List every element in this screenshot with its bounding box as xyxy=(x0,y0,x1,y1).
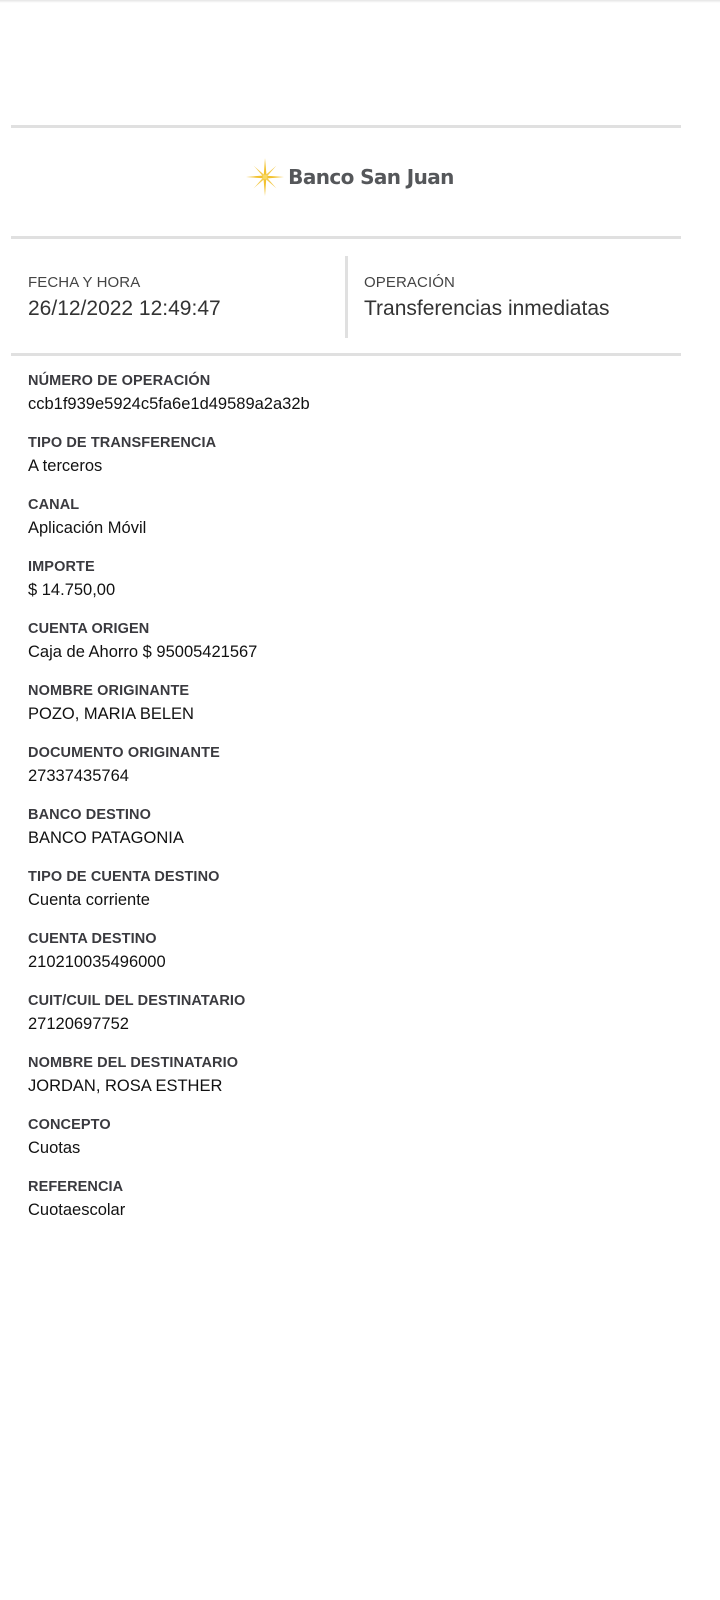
field-value: 210210035496000 xyxy=(28,953,166,971)
field-originator-name xyxy=(28,683,688,745)
field-label: REFERENCIA xyxy=(28,1179,124,1195)
header-bottom-divider xyxy=(11,236,681,239)
top-shadow xyxy=(0,0,720,3)
star-logo-icon xyxy=(246,158,284,196)
field-label: NÚMERO DE OPERACIÓN xyxy=(28,373,211,389)
field-value: Cuenta corriente xyxy=(28,891,150,909)
field-label: NOMBRE ORIGINANTE xyxy=(28,683,190,699)
datetime-section xyxy=(28,256,343,338)
field-label: CUENTA ORIGEN xyxy=(28,621,150,637)
field-destination-bank xyxy=(28,807,688,869)
field-recipient-cuit xyxy=(28,993,688,1055)
field-value: Cuotaescolar xyxy=(28,1201,126,1219)
field-label: CUENTA DESTINO xyxy=(28,931,157,947)
bank-logo xyxy=(0,158,700,196)
field-value: Cuotas xyxy=(28,1139,81,1157)
field-label: TIPO DE TRANSFERENCIA xyxy=(28,435,217,451)
summary-divider xyxy=(345,256,348,338)
summary-block xyxy=(0,256,700,338)
field-label: IMPORTE xyxy=(28,559,95,575)
field-value: 27120697752 xyxy=(28,1015,129,1033)
transfer-details xyxy=(28,373,688,1241)
field-label: DOCUMENTO ORIGINANTE xyxy=(28,745,220,761)
field-source-account xyxy=(28,621,688,683)
field-recipient-name xyxy=(28,1055,688,1117)
field-destination-account xyxy=(28,931,688,993)
operation-label: OPERACIÓN xyxy=(364,274,455,291)
field-transfer-type xyxy=(28,435,688,497)
datetime-label: FECHA Y HORA xyxy=(28,274,141,291)
field-value: ccb1f939e5924c5fa6e1d49589a2a32b xyxy=(28,395,310,413)
field-value: 27337435764 xyxy=(28,767,129,785)
datetime-value: 26/12/2022 12:49:47 xyxy=(28,297,221,320)
field-value: POZO, MARIA BELEN xyxy=(28,705,194,723)
operation-section xyxy=(364,256,694,338)
field-amount xyxy=(28,559,688,621)
field-value: BANCO PATAGONIA xyxy=(28,829,184,847)
field-originator-document xyxy=(28,745,688,807)
field-label: CANAL xyxy=(28,497,80,513)
field-value: $ 14.750,00 xyxy=(28,581,116,599)
summary-bottom-divider xyxy=(11,353,681,356)
header-top-divider xyxy=(11,125,681,128)
field-operation-number xyxy=(28,373,688,435)
field-value: A terceros xyxy=(28,457,103,475)
field-value: JORDAN, ROSA ESTHER xyxy=(28,1077,223,1095)
bank-name: Banco San Juan xyxy=(288,165,454,189)
field-label: NOMBRE DEL DESTINATARIO xyxy=(28,1055,239,1071)
field-label: BANCO DESTINO xyxy=(28,807,151,823)
field-label: CONCEPTO xyxy=(28,1117,111,1133)
field-channel xyxy=(28,497,688,559)
field-value: Caja de Ahorro $ 95005421567 xyxy=(28,643,258,661)
operation-value: Transferencias inmediatas xyxy=(364,297,610,320)
field-label: TIPO DE CUENTA DESTINO xyxy=(28,869,220,885)
field-destination-account-type xyxy=(28,869,688,931)
field-concept xyxy=(28,1117,688,1179)
field-reference xyxy=(28,1179,688,1241)
field-label: CUIT/CUIL DEL DESTINATARIO xyxy=(28,993,246,1009)
field-value: Aplicación Móvil xyxy=(28,519,147,537)
